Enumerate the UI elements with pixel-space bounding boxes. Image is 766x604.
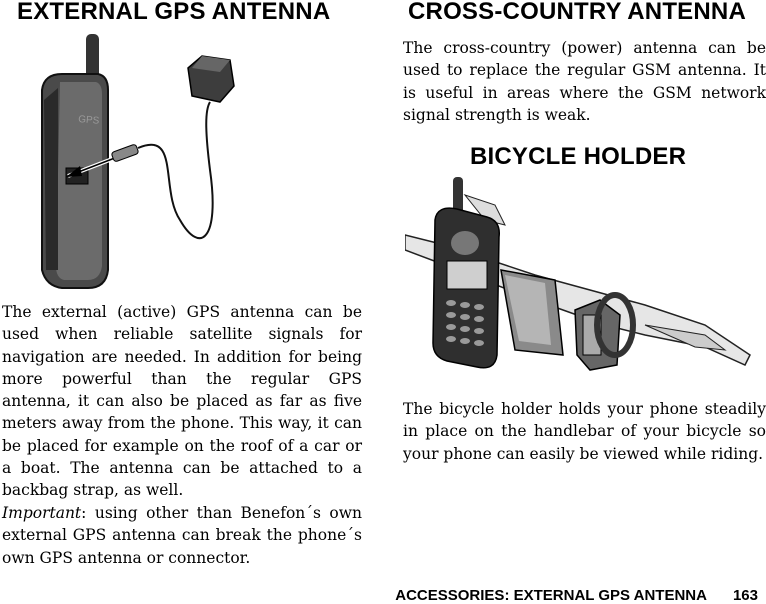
bicycle-holder-illustration bbox=[405, 175, 755, 375]
phone-gps-label: GPS bbox=[77, 114, 100, 127]
page-footer bbox=[395, 587, 758, 604]
external-gps-antenna-heading: EXTERNAL GPS ANTENNA bbox=[17, 0, 331, 25]
gps-antenna-illustration bbox=[30, 30, 280, 295]
cross-country-antenna-heading: CROSS-COUNTRY ANTENNA bbox=[408, 0, 746, 25]
cross-country-description: The cross-country (power) antenna can be used to replace the regular GSM antenna. It is useful in areas where the GSM network signal strength is weak. bbox=[403, 39, 766, 124]
important-text: : using other than Benefon´s own external GPS antenna can break the phone´s own GPS antenna or connector. bbox=[2, 504, 362, 567]
holder-phone-display bbox=[447, 261, 487, 289]
antenna-cable bbox=[138, 102, 213, 238]
important-label: Important bbox=[2, 504, 82, 522]
antenna-plug bbox=[111, 144, 139, 162]
bicycle-holder-heading: BICYCLE HOLDER bbox=[470, 143, 687, 170]
important-note bbox=[2, 502, 362, 569]
bicycle-holder-description: The bicycle holder holds your phone steadily in place on the handlebar of your bicycle so your phone can easily be viewed while riding. bbox=[403, 400, 766, 463]
page-number: 163 bbox=[732, 587, 758, 604]
external-gps-description: The external (active) GPS antenna can be used when reliable satellite signals for navigation are needed. In addition for being more powerful than the regular GPS antenna, it can also be placed as far as five meters away from the phone. This way, it can be placed for example on the roof of a car or a boat. The antenna can be attached to a backbag strap, as well. bbox=[2, 303, 362, 500]
footer-title: ACCESSORIES: EXTERNAL GPS ANTENNA bbox=[395, 587, 707, 604]
